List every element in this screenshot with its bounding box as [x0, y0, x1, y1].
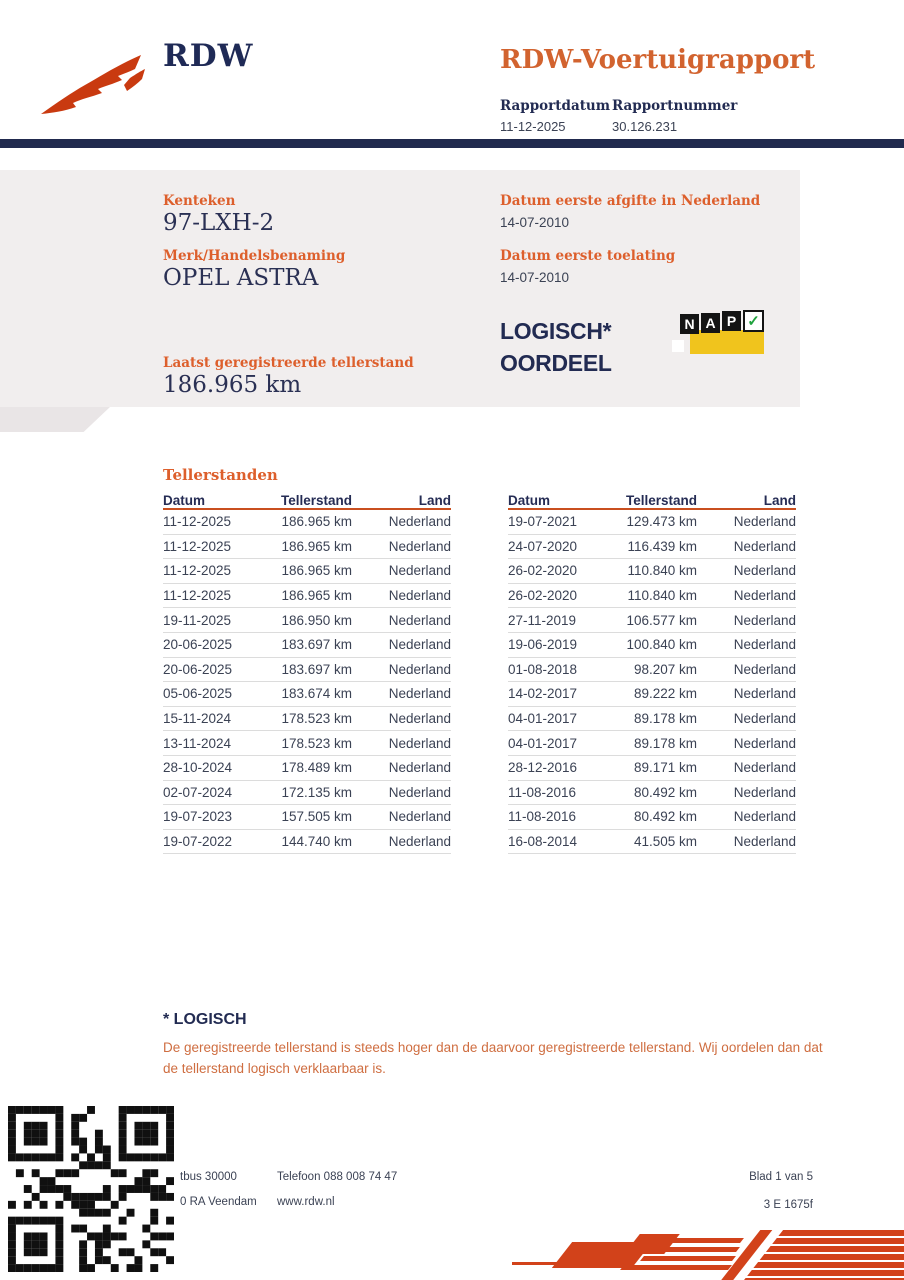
- cell-tellerstand: 186.965 km: [281, 538, 352, 554]
- table-row: [508, 658, 796, 683]
- cell-tellerstand: 41.505 km: [633, 834, 697, 850]
- report-number-label: Rapportnummer: [612, 98, 738, 114]
- nap-letter-p: P: [722, 311, 741, 331]
- table-row: [508, 756, 796, 781]
- laatste-tellerstand-value: 186.965 km: [163, 372, 302, 398]
- col-header-tellerstand: Tellerstand: [280, 493, 352, 508]
- table-row: [163, 781, 451, 806]
- nap-logo: [672, 308, 772, 356]
- cell-land: Nederland: [388, 637, 451, 653]
- cell-land: Nederland: [733, 760, 796, 776]
- cell-land: Nederland: [733, 563, 796, 579]
- cell-datum: 28-12-2016: [508, 760, 578, 776]
- page-title: RDW-Voertuigrapport: [500, 45, 816, 75]
- cell-tellerstand: 80.492 km: [633, 784, 697, 800]
- kenteken-value: 97-LXH-2: [163, 210, 275, 236]
- table-row: [508, 633, 796, 658]
- table-row: [508, 781, 796, 806]
- cell-datum: 26-02-2020: [508, 563, 578, 579]
- cell-tellerstand: 80.492 km: [633, 809, 697, 825]
- cell-tellerstand: 110.840 km: [627, 588, 697, 604]
- table-row: [508, 682, 796, 707]
- cell-tellerstand: 178.523 km: [281, 711, 352, 727]
- cell-datum: 11-08-2016: [508, 784, 577, 800]
- cell-tellerstand: 144.740 km: [281, 834, 352, 850]
- cell-tellerstand: 178.489 km: [281, 760, 352, 776]
- cell-datum: 01-08-2018: [508, 661, 578, 677]
- afgifte-label: Datum eerste afgifte in Nederland: [500, 193, 761, 209]
- report-date-value: 11-12-2025: [500, 119, 566, 134]
- laatste-tellerstand-label: Laatst geregistreerde tellerstand: [163, 355, 414, 371]
- cell-land: Nederland: [733, 711, 796, 727]
- oordeel-text: [500, 315, 612, 379]
- cell-datum: 19-07-2023: [163, 809, 233, 825]
- col-header-datum: Datum: [508, 493, 551, 508]
- col-header-land: Land: [763, 493, 796, 508]
- afgifte-value: 14-07-2010: [500, 215, 570, 230]
- table-body-right: [508, 510, 796, 854]
- table-row: [163, 535, 451, 560]
- cell-tellerstand: 98.207 km: [633, 661, 697, 677]
- cell-datum: 26-02-2020: [508, 588, 578, 604]
- cell-datum: 24-07-2020: [508, 538, 578, 554]
- table-row: [163, 584, 451, 609]
- cell-datum: 14-02-2017: [508, 686, 578, 702]
- col-header-datum: Datum: [163, 493, 206, 508]
- cell-datum: 16-08-2014: [508, 834, 578, 850]
- cell-land: Nederland: [388, 514, 451, 530]
- cell-tellerstand: 89.178 km: [633, 735, 697, 751]
- table-row: [163, 608, 451, 633]
- cell-datum: 19-11-2025: [163, 612, 232, 628]
- cell-tellerstand: 186.965 km: [281, 588, 352, 604]
- cell-land: Nederland: [733, 588, 796, 604]
- oordeel-line2: OORDEEL: [500, 350, 612, 376]
- table-row: [508, 535, 796, 560]
- table-row: [163, 805, 451, 830]
- cell-datum: 04-01-2017: [508, 735, 578, 751]
- cell-land: Nederland: [733, 637, 796, 653]
- cell-tellerstand: 129.473 km: [626, 514, 697, 530]
- table-row: [508, 559, 796, 584]
- footer-address-line2: 0 RA Veendam: [180, 1196, 257, 1208]
- col-header-tellerstand: Tellerstand: [625, 493, 697, 508]
- cell-land: Nederland: [388, 711, 451, 727]
- cell-datum: 19-06-2019: [508, 637, 578, 653]
- summary-panel-notch: [0, 407, 110, 432]
- cell-datum: 11-12-2025: [163, 538, 232, 554]
- cell-tellerstand: 157.505 km: [281, 809, 352, 825]
- table-row: [508, 510, 796, 535]
- table-row: [163, 682, 451, 707]
- cell-land: Nederland: [388, 784, 451, 800]
- cell-tellerstand: 186.965 km: [281, 563, 352, 579]
- table-row: [163, 658, 451, 683]
- kenteken-label: Kenteken: [163, 193, 236, 209]
- toelating-label: Datum eerste toelating: [500, 248, 676, 264]
- cell-tellerstand: 186.950 km: [281, 612, 352, 628]
- rdw-logo-text: RDW: [163, 38, 254, 74]
- cell-tellerstand: 183.697 km: [281, 661, 352, 677]
- cell-tellerstand: 100.840 km: [626, 637, 697, 653]
- cell-tellerstand: 89.222 km: [633, 686, 697, 702]
- cell-datum: 19-07-2021: [508, 514, 578, 530]
- cell-land: Nederland: [388, 809, 451, 825]
- cell-land: Nederland: [733, 612, 796, 628]
- cell-land: Nederland: [388, 760, 451, 776]
- table-row: [508, 584, 796, 609]
- cell-datum: 19-07-2022: [163, 834, 233, 850]
- cell-datum: 13-11-2024: [163, 735, 232, 751]
- cell-tellerstand: 89.171 km: [633, 760, 697, 776]
- logisch-footnote-text: De geregistreerde tellerstand is steeds hoger dan de daarvoor geregistreerde tellerstand. Wij oordelen dan dat de tellerstand logisch verklaarbaar is.: [163, 1040, 823, 1076]
- cell-tellerstand: 183.697 km: [281, 637, 352, 653]
- table-row: [508, 830, 796, 855]
- table-header: [163, 487, 451, 510]
- cell-datum: 02-07-2024: [163, 784, 233, 800]
- table-row: [163, 559, 451, 584]
- cell-land: Nederland: [733, 538, 796, 554]
- tellerstanden-table-right: [508, 487, 796, 854]
- cell-datum: 11-12-2025: [163, 563, 232, 579]
- nap-white-square: [672, 340, 684, 352]
- cell-datum: 05-06-2025: [163, 686, 233, 702]
- nap-letter-n: N: [680, 314, 699, 334]
- table-row: [163, 756, 451, 781]
- nap-letter-a: A: [701, 313, 720, 333]
- cell-datum: 27-11-2019: [508, 612, 577, 628]
- toelating-value: 14-07-2010: [500, 270, 570, 285]
- table-row: [163, 633, 451, 658]
- cell-tellerstand: 110.840 km: [627, 563, 697, 579]
- qr-code: [8, 1106, 174, 1272]
- cell-datum: 20-06-2025: [163, 661, 233, 677]
- table-row: [163, 510, 451, 535]
- table-row: [508, 731, 796, 756]
- cell-land: Nederland: [388, 834, 451, 850]
- cell-land: Nederland: [733, 809, 796, 825]
- cell-datum: 15-11-2024: [163, 711, 232, 727]
- col-header-land: Land: [418, 493, 451, 508]
- report-number-value: 30.126.231: [612, 119, 678, 134]
- logisch-footnote-title: * LOGISCH: [163, 1011, 247, 1028]
- cell-land: Nederland: [733, 834, 796, 850]
- cell-land: Nederland: [388, 563, 451, 579]
- merk-value: OPEL ASTRA: [163, 265, 319, 291]
- cell-land: Nederland: [388, 735, 451, 751]
- footer-page-number: Blad 1 van 5: [749, 1171, 813, 1183]
- cell-datum: 04-01-2017: [508, 711, 578, 727]
- table-row: [163, 830, 451, 855]
- cell-datum: 11-12-2025: [163, 588, 232, 604]
- cell-datum: 11-08-2016: [508, 809, 577, 825]
- cell-land: Nederland: [733, 784, 796, 800]
- footer-doc-code: 3 E 1675f: [763, 1199, 813, 1211]
- table-row: [508, 707, 796, 732]
- cell-tellerstand: 106.577 km: [626, 612, 697, 628]
- cell-tellerstand: 116.439 km: [627, 538, 697, 554]
- cell-land: Nederland: [388, 686, 451, 702]
- table-header: [508, 487, 796, 510]
- tellerstanden-section-title: Tellerstanden: [163, 466, 278, 484]
- merk-label: Merk/Handelsbenaming: [163, 248, 346, 264]
- table-row: [163, 707, 451, 732]
- table-row: [508, 805, 796, 830]
- rdw-speedlines-motif-icon: [500, 1230, 904, 1280]
- oordeel-line1: LOGISCH*: [500, 318, 612, 344]
- table-row: [163, 731, 451, 756]
- table-body-left: [163, 510, 451, 854]
- cell-land: Nederland: [388, 612, 451, 628]
- cell-datum: 11-12-2025: [163, 514, 232, 530]
- tellerstanden-table-left: [163, 487, 451, 854]
- cell-land: Nederland: [733, 661, 796, 677]
- cell-datum: 20-06-2025: [163, 637, 233, 653]
- nap-yellow-block: [690, 330, 764, 354]
- cell-tellerstand: 89.178 km: [633, 711, 697, 727]
- cell-tellerstand: 186.965 km: [281, 514, 352, 530]
- cell-land: Nederland: [388, 538, 451, 554]
- report-date-label: Rapportdatum: [500, 98, 611, 114]
- cell-tellerstand: 172.135 km: [281, 784, 352, 800]
- rdw-feather-logo-icon: [38, 52, 146, 118]
- footer-address-line1: tbus 30000: [180, 1171, 237, 1183]
- table-row: [508, 608, 796, 633]
- cell-tellerstand: 183.674 km: [281, 686, 352, 702]
- cell-land: Nederland: [388, 661, 451, 677]
- nap-checkmark-icon: ✓: [743, 310, 764, 332]
- footer-phone: Telefoon 088 008 74 47: [277, 1171, 398, 1183]
- cell-land: Nederland: [733, 514, 796, 530]
- cell-land: Nederland: [733, 735, 796, 751]
- cell-land: Nederland: [388, 588, 451, 604]
- header-divider-band: [0, 139, 904, 148]
- cell-tellerstand: 178.523 km: [281, 735, 352, 751]
- cell-datum: 28-10-2024: [163, 760, 233, 776]
- cell-land: Nederland: [733, 686, 796, 702]
- footer-website-link[interactable]: www.rdw.nl: [277, 1196, 335, 1208]
